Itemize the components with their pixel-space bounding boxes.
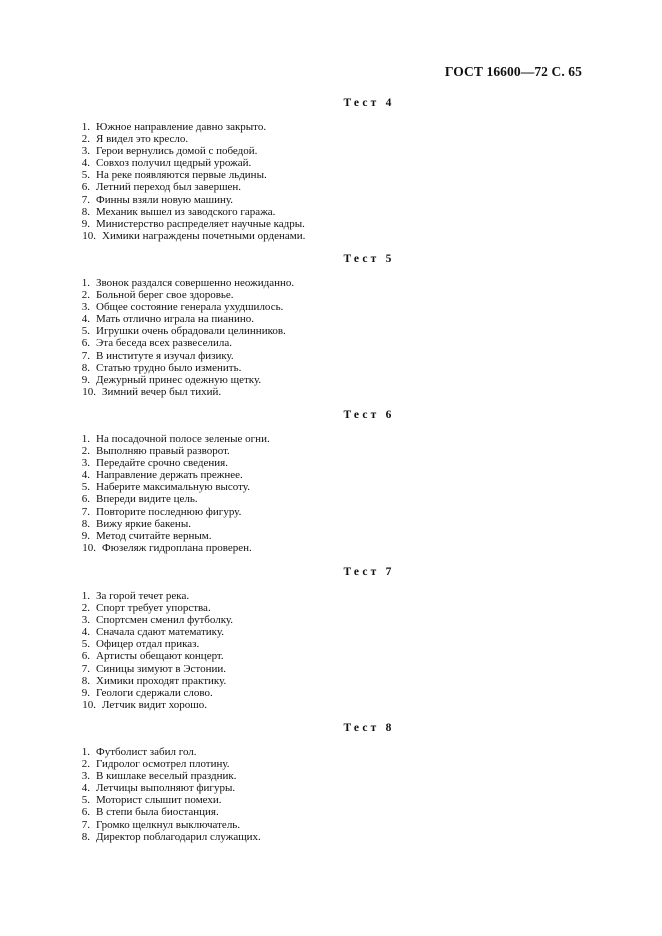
item-number: 2.	[81, 133, 90, 146]
item-number: 3.	[81, 614, 90, 627]
list-item	[70, 121, 305, 133]
list-item	[70, 325, 294, 337]
item-text: Фюзеляж гидроплана проверен.	[102, 541, 252, 554]
item-text: Громко щелкнул выключатель.	[96, 818, 241, 831]
list-item	[70, 362, 294, 374]
list-item	[70, 831, 261, 843]
test-title	[0, 97, 662, 109]
item-text: В кишлаке веселый праздник.	[96, 770, 237, 783]
list-item	[70, 506, 270, 518]
list-item	[70, 157, 305, 169]
item-number: 3.	[81, 457, 90, 470]
item-text: На реке появляются первые льдины.	[96, 169, 267, 182]
item-text: Артисты обещают концерт.	[96, 650, 224, 663]
item-number: 1.	[81, 121, 90, 133]
list-item	[70, 770, 261, 782]
item-number: 6.	[81, 806, 90, 819]
item-text: Вижу яркие бакены.	[96, 517, 191, 530]
list-item	[70, 650, 233, 662]
item-number: 4.	[81, 626, 90, 639]
list-item	[70, 493, 270, 505]
item-number: 8.	[81, 205, 90, 218]
sentence-list	[70, 121, 305, 242]
list-item	[70, 614, 233, 626]
item-text: Гидролог осмотрел плотину.	[96, 758, 230, 771]
item-text: В степи была биостанция.	[96, 806, 219, 819]
list-item	[70, 277, 294, 289]
list-item	[70, 542, 270, 554]
item-number: 3.	[81, 145, 90, 158]
item-number: 3.	[81, 301, 90, 314]
list-item	[70, 687, 233, 699]
item-number: 1.	[81, 590, 90, 602]
item-number: 4.	[81, 313, 90, 326]
item-text: В институте я изучал физику.	[96, 349, 234, 362]
list-item	[70, 819, 261, 831]
item-number: 5.	[81, 325, 90, 338]
item-text: Выполняю правый разворот.	[96, 445, 230, 458]
item-text: Министерство распределяет научные кадры.	[96, 217, 305, 230]
item-number: 6.	[81, 650, 90, 663]
item-text: Повторите последнюю фигуру.	[96, 505, 242, 518]
list-item	[70, 782, 261, 794]
test-title-text: Тест 6	[343, 409, 395, 421]
list-item	[70, 675, 233, 687]
list-item	[70, 518, 270, 530]
list-item	[70, 169, 305, 181]
sentence-list	[70, 433, 270, 554]
sentence-list	[70, 590, 233, 711]
list-item	[70, 758, 261, 770]
item-text: Зимний вечер был тихий.	[102, 385, 222, 398]
item-number: 8.	[81, 361, 90, 374]
item-number: 5.	[81, 794, 90, 807]
sentence-list	[70, 277, 294, 398]
list-item	[70, 206, 305, 218]
item-number: 9.	[81, 373, 90, 386]
item-number: 6.	[81, 181, 90, 194]
item-text: Геологи сдержали слово.	[96, 686, 213, 699]
item-number: 8.	[81, 830, 90, 843]
item-text: Впереди видите цель.	[96, 493, 198, 506]
list-item	[70, 433, 270, 445]
item-text: Южное направление давно закрыто.	[96, 121, 267, 133]
item-number: 7.	[81, 818, 90, 831]
item-number: 1.	[81, 746, 90, 758]
item-number: 7.	[81, 505, 90, 518]
item-text: Летчицы выполняют фигуры.	[96, 782, 236, 795]
list-item	[70, 663, 233, 675]
item-number: 1.	[81, 433, 90, 445]
item-number: 4.	[81, 782, 90, 795]
list-item	[70, 638, 233, 650]
item-number: 3.	[81, 770, 90, 783]
list-item	[70, 350, 294, 362]
item-text: Наберите максимальную высоту.	[96, 481, 250, 494]
list-item	[70, 289, 294, 301]
page-header: ГОСТ 16600—72 С. 65	[444, 64, 582, 79]
item-text: Моторист слышит помехи.	[96, 794, 222, 807]
test-title-text: Тест 4	[343, 97, 395, 109]
item-number: 7.	[81, 349, 90, 362]
test-title	[0, 722, 662, 734]
list-item	[70, 699, 233, 711]
item-number: 7.	[81, 662, 90, 675]
test-title-text: Тест 5	[343, 253, 395, 265]
list-item	[70, 145, 305, 157]
item-text: Мать отлично играла на пианино.	[96, 313, 254, 326]
item-number: 10.	[82, 385, 96, 398]
list-item	[70, 194, 305, 206]
list-item	[70, 530, 270, 542]
item-text: Общее состояние генерала ухудшилось.	[96, 301, 284, 314]
item-text: Совхоз получил щедрый урожай.	[96, 157, 252, 170]
item-text: Статью трудно было изменить.	[96, 361, 242, 374]
item-text: Дежурный принес одежную щетку.	[96, 373, 262, 386]
item-text: Финны взяли новую машину.	[96, 193, 234, 206]
list-item	[70, 133, 305, 145]
item-text: Летний переход был завершен.	[96, 181, 242, 194]
item-text: Метод считайте верным.	[96, 529, 212, 542]
list-item	[70, 218, 305, 230]
list-item	[70, 301, 294, 313]
item-number: 2.	[81, 602, 90, 615]
item-number: 1.	[81, 277, 90, 289]
item-text: Звонок раздался совершенно неожиданно.	[96, 277, 295, 289]
item-number: 4.	[81, 469, 90, 482]
item-text: Я видел это кресло.	[96, 133, 189, 146]
list-item	[70, 445, 270, 457]
item-text: Сначала сдают математику.	[96, 626, 224, 639]
test-title	[0, 566, 662, 578]
item-number: 2.	[81, 445, 90, 458]
item-number: 2.	[81, 758, 90, 771]
item-text: Футболист забил гол.	[96, 746, 197, 758]
list-item	[70, 626, 233, 638]
list-item	[70, 457, 270, 469]
test-title	[0, 409, 662, 421]
item-number: 5.	[81, 638, 90, 651]
item-number: 4.	[81, 157, 90, 170]
list-item	[70, 806, 261, 818]
test-title-text: Тест 7	[343, 566, 395, 578]
list-item	[70, 469, 270, 481]
item-text: Синицы зимуют в Эстонии.	[96, 662, 227, 675]
list-item	[70, 746, 261, 758]
test-title-text: Тест 8	[343, 722, 395, 734]
sentence-list	[70, 746, 261, 843]
list-item	[70, 230, 305, 242]
item-number: 7.	[81, 193, 90, 206]
item-text: Химики проходят практику.	[96, 674, 227, 687]
item-number: 8.	[81, 674, 90, 687]
item-number: 10.	[82, 541, 96, 554]
list-item	[70, 313, 294, 325]
test-title	[0, 253, 662, 265]
list-item	[70, 181, 305, 193]
item-text: Летчик видит хорошо.	[102, 698, 208, 711]
list-item	[70, 590, 233, 602]
item-text: Спортсмен сменил футболку.	[96, 614, 234, 627]
item-number: 9.	[81, 217, 90, 230]
list-item	[70, 794, 261, 806]
item-text: Больной берег свое здоровье.	[96, 289, 234, 302]
list-item	[70, 386, 294, 398]
item-number: 6.	[81, 337, 90, 350]
item-text: Эта беседа всех развеселила.	[96, 337, 232, 350]
item-text: Механик вышел из заводского гаража.	[96, 205, 276, 218]
item-number: 9.	[81, 686, 90, 699]
item-number: 5.	[81, 481, 90, 494]
item-number: 8.	[81, 517, 90, 530]
list-item	[70, 602, 233, 614]
list-item	[70, 337, 294, 349]
item-text: Директор поблагодарил служащих.	[96, 830, 261, 843]
item-text: На посадочной полосе зеленые огни.	[96, 433, 270, 445]
item-number: 9.	[81, 529, 90, 542]
item-text: Передайте срочно сведения.	[96, 457, 228, 470]
list-item	[70, 481, 270, 493]
item-number: 2.	[81, 289, 90, 302]
item-text: Офицер отдал приказ.	[96, 638, 200, 651]
item-text: Игрушки очень обрадовали целинников.	[96, 325, 286, 338]
item-text: За горой течет река.	[96, 590, 190, 602]
item-text: Герои вернулись домой с победой.	[96, 145, 258, 158]
item-number: 10.	[82, 698, 96, 711]
item-number: 10.	[82, 229, 96, 242]
item-number: 5.	[81, 169, 90, 182]
list-item	[70, 374, 294, 386]
item-text: Спорт требует упорства.	[96, 602, 211, 615]
item-text: Направление держать прежнее.	[96, 469, 243, 482]
item-text: Химики награждены почетными орденами.	[102, 229, 306, 242]
item-number: 6.	[81, 493, 90, 506]
